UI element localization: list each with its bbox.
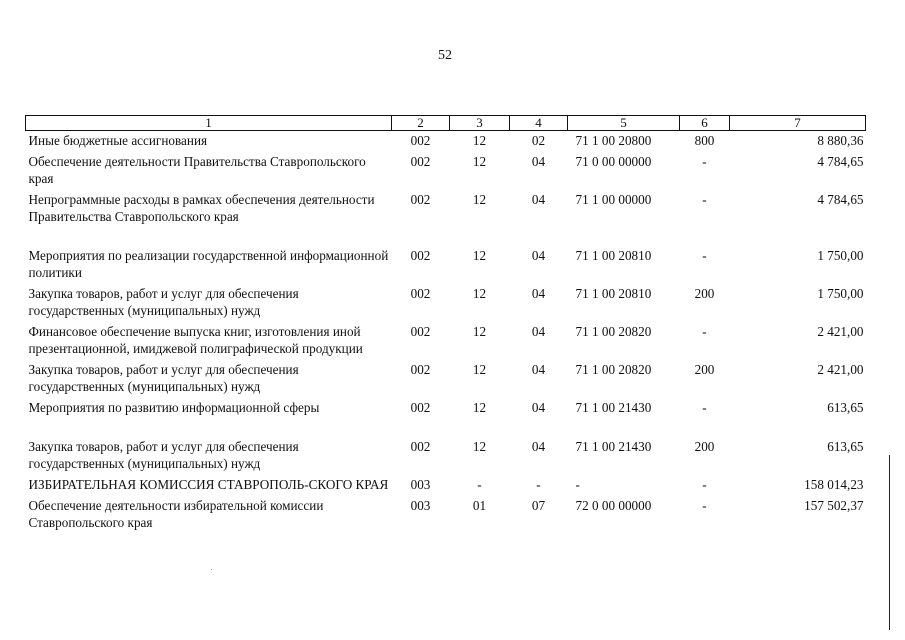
row-csr: 71 1 00 20810 <box>575 286 652 301</box>
row-pr: 04 <box>531 439 546 454</box>
row-rz: 12 <box>472 133 487 148</box>
row-csr: 71 1 00 21430 <box>575 400 652 415</box>
row-rz: 12 <box>472 248 487 263</box>
row-ved: 002 <box>410 192 431 207</box>
scan-speck <box>211 569 212 570</box>
row-ved: 002 <box>410 286 431 301</box>
column-header-csr: 5 <box>568 116 680 131</box>
budget-table <box>25 115 866 534</box>
table-row <box>26 398 866 437</box>
table-row <box>26 437 866 475</box>
row-rz: 12 <box>472 192 487 207</box>
row-csr: 71 1 00 20800 <box>575 133 652 148</box>
row-name: Мероприятия по реализации государственной информационной политики <box>28 248 389 280</box>
row-rz: 12 <box>472 286 487 301</box>
row-ved: 002 <box>410 439 431 454</box>
row-sum: 613,65 <box>827 400 864 415</box>
row-vr: - <box>702 400 707 415</box>
row-pr: 02 <box>531 133 546 148</box>
row-vr: - <box>702 477 707 492</box>
row-name: ИЗБИРАТЕЛЬНАЯ КОМИССИЯ СТАВРОПОЛЬ-СКОГО КРАЯ <box>28 477 389 492</box>
row-name: Закупка товаров, работ и услуг для обеспечения государственных (муниципальных) нужд <box>28 362 299 394</box>
row-csr: 71 0 00 00000 <box>575 154 652 169</box>
column-header-vr: 6 <box>680 116 730 131</box>
row-sum: 158 014,23 <box>804 477 864 492</box>
row-rz: 12 <box>472 362 487 377</box>
row-pr: 04 <box>531 192 546 207</box>
table-row <box>26 284 866 322</box>
row-ved: 002 <box>410 248 431 263</box>
scan-margin-line <box>889 455 890 630</box>
row-pr: 04 <box>531 154 546 169</box>
column-header-pr: 4 <box>510 116 568 131</box>
table-row <box>26 190 866 246</box>
table-header-row <box>26 116 866 131</box>
row-name: Мероприятия по развитию информационной сферы <box>28 400 320 415</box>
row-vr: 800 <box>694 133 715 148</box>
row-pr: 04 <box>531 248 546 263</box>
row-rz: 12 <box>472 400 487 415</box>
row-sum: 1 750,00 <box>817 248 864 263</box>
row-vr: - <box>702 498 707 513</box>
row-sum: 2 421,00 <box>817 324 864 339</box>
row-rz: 12 <box>472 324 487 339</box>
row-pr: 04 <box>531 286 546 301</box>
budget-table-container <box>25 115 865 534</box>
row-sum: 8 880,36 <box>817 133 864 148</box>
row-rz: 12 <box>472 154 487 169</box>
row-vr: - <box>702 154 707 169</box>
row-ved: 003 <box>410 477 431 492</box>
row-name: Непрограммные расходы в рамках обеспечения деятельности Правительства Ставропольского края <box>28 192 375 224</box>
page-number: 52 <box>438 48 452 63</box>
row-sum: 4 784,65 <box>817 154 864 169</box>
row-vr: 200 <box>694 362 715 377</box>
row-name: Закупка товаров, работ и услуг для обеспечения государственных (муниципальных) нужд <box>28 439 299 471</box>
row-pr: 04 <box>531 400 546 415</box>
row-csr: 71 1 00 20820 <box>575 324 652 339</box>
row-ved: 002 <box>410 362 431 377</box>
row-csr: - <box>575 477 580 492</box>
row-vr: 200 <box>694 439 715 454</box>
row-csr: 71 1 00 20820 <box>575 362 652 377</box>
row-vr: 200 <box>694 286 715 301</box>
row-csr: 71 1 00 00000 <box>575 192 652 207</box>
row-name: Финансовое обеспечение выпуска книг, изготовления иной презентационной, имиджевой полиграфической продукции <box>28 324 363 356</box>
table-row <box>26 246 866 284</box>
row-sum: 613,65 <box>827 439 864 454</box>
table-row <box>26 152 866 190</box>
row-pr: 04 <box>531 324 546 339</box>
column-header-name: 1 <box>26 116 392 131</box>
table-row <box>26 131 866 153</box>
column-header-rz: 3 <box>450 116 510 131</box>
row-csr: 72 0 00 00000 <box>575 498 652 513</box>
row-pr: - <box>536 477 541 492</box>
row-pr: 07 <box>531 498 546 513</box>
row-rz: 01 <box>472 498 487 513</box>
column-header-ved: 2 <box>392 116 450 131</box>
row-ved: 002 <box>410 400 431 415</box>
row-csr: 71 1 00 21430 <box>575 439 652 454</box>
row-sum: 4 784,65 <box>817 192 864 207</box>
table-row <box>26 322 866 360</box>
row-csr: 71 1 00 20810 <box>575 248 652 263</box>
row-name: Обеспечение деятельности избирательной комиссии Ставропольского края <box>28 498 324 530</box>
table-row <box>26 496 866 534</box>
row-vr: - <box>702 192 707 207</box>
row-name: Обеспечение деятельности Правительства Ставропольского края <box>28 154 366 186</box>
row-pr: 04 <box>531 362 546 377</box>
row-sum: 157 502,37 <box>804 498 864 513</box>
row-ved: 003 <box>410 498 431 513</box>
row-sum: 2 421,00 <box>817 362 864 377</box>
row-name: Иные бюджетные ассигнования <box>28 133 208 148</box>
row-ved: 002 <box>410 133 431 148</box>
row-sum: 1 750,00 <box>817 286 864 301</box>
row-rz: 12 <box>472 439 487 454</box>
row-name: Закупка товаров, работ и услуг для обеспечения государственных (муниципальных) нужд <box>28 286 299 318</box>
row-ved: 002 <box>410 154 431 169</box>
row-vr: - <box>702 324 707 339</box>
row-rz: - <box>477 477 482 492</box>
row-ved: 002 <box>410 324 431 339</box>
column-header-sum: 7 <box>730 116 866 131</box>
table-row <box>26 360 866 398</box>
row-vr: - <box>702 248 707 263</box>
table-row <box>26 475 866 496</box>
